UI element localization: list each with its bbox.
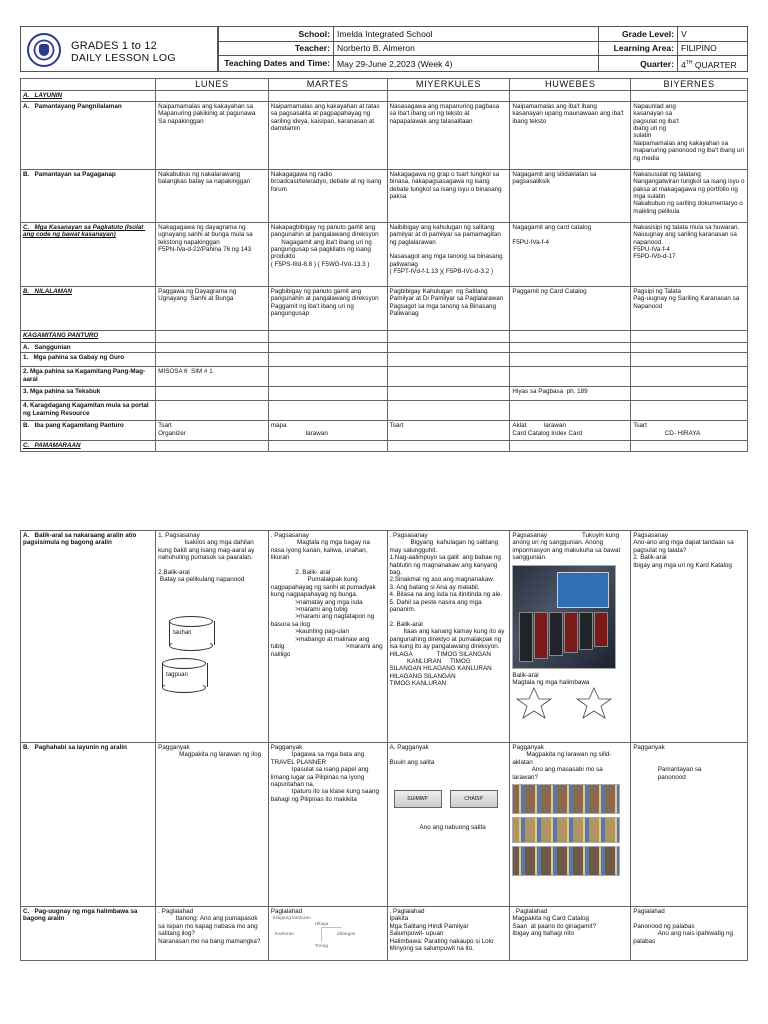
row-cell-biyernes	[631, 330, 748, 342]
day-martes: MARTES	[268, 79, 387, 91]
row-cell-martes	[268, 907, 387, 961]
compass-cross-shape	[321, 927, 342, 942]
row-cell-miyerkules	[387, 353, 510, 367]
cell-text: . Pagsasanay Magtala ng mga bagay na nasa iyong kanan, kaliwa, unahan, likuran 2. Balik- aral Pumalakpak kung nagpapahayag ng sanhi at pumadyak kung nagpapahayag ng bunga. >namatay ang mga isda >marami ang tubig >marami ang nagtatapon ng basura sa ilog >kaunting pag-ulan >mabango at malinaw ang tubig >marami ang naliligo	[270, 532, 383, 658]
row-label: 1. Mga pahina sa Gabay ng Guro	[21, 353, 156, 367]
row-cell-miyerkules	[387, 907, 510, 961]
row-cell-martes	[268, 367, 387, 387]
dates-label: Teaching Dates and Time:	[219, 56, 334, 72]
corner-cell	[21, 79, 156, 91]
row-cell-martes	[268, 401, 387, 421]
cell-text: Nagagamit ang silidaklatan sa pagsasaliksik	[512, 170, 599, 186]
row-cell-huwebes	[510, 101, 631, 169]
row-label: KAGAMITANG PANTURO	[21, 330, 156, 342]
row-cell-biyernes	[631, 441, 748, 451]
area-value: FILIPINO	[678, 41, 748, 56]
deped-seal-icon	[27, 33, 61, 67]
library-shelf-image	[512, 846, 620, 876]
day-huwebes: HUWEBES	[510, 79, 631, 91]
cell-text: Paggawa ng Dayagrama ng Ugnayang Sanhi at Bunga	[158, 287, 238, 303]
row-cell-huwebes	[510, 441, 631, 451]
area-label: Learning Area:	[599, 41, 678, 56]
quarter-value: 4TH QUARTER	[678, 56, 748, 72]
lesson-row	[21, 353, 748, 367]
cell-text: Naibibigay ang kahulugan ng salitang pamilyar at di pamilyar sa pamamagitan ng paglalarawan Nasasagot ang mga tanong sa binasang paliwanag ( F5PT-IVd-f-1.13 )( F5PB-IVc-d-3.2 )	[389, 223, 503, 276]
row-cell-miyerkules	[387, 421, 510, 441]
row-cell-huwebes	[510, 401, 631, 421]
lesson-row	[21, 101, 748, 169]
reference-books-image	[512, 565, 616, 669]
row-label: C. PAMAMARAAN	[21, 441, 156, 451]
cell-text: Nakagagawa ng radio broadcast/teleradyo, debate at ng isang forum	[270, 170, 384, 193]
cell-text: A. Pagganyak Buuin ang salita	[389, 744, 435, 766]
row-cell-miyerkules	[387, 531, 510, 743]
row-cell-miyerkules	[387, 330, 510, 342]
cell-text: Naipamamalas ang kakayahan at tatas sa pagsasalita at pagpapahayag ng sariling ideya, kaisipan, karanasan at damdamin	[270, 102, 382, 133]
cell-text: Naipamamalas ang kakayahan sa Mapanuring pakikinig at pagunawa Sa napakinggan	[158, 102, 256, 125]
lesson-row	[21, 169, 748, 222]
grade-value: V	[678, 27, 748, 42]
row-cell-lunes	[156, 342, 269, 352]
day-header-row	[21, 79, 748, 91]
cell-text: Paglalahad	[270, 908, 303, 915]
organizer-diagram	[158, 603, 266, 703]
lesson-log-header	[20, 26, 748, 72]
lesson-row	[21, 401, 748, 421]
row-cell-biyernes	[631, 907, 748, 961]
cell-text: . Paglalahad Itanong: Ano ang pumapasok sa isipan mo kapag nabasa mo ang salitang ilog? Naranasan mo na bang mamangka?	[158, 908, 261, 945]
row-cell-martes	[268, 743, 387, 907]
row-cell-huwebes	[510, 353, 631, 367]
row-label: C. Mga Kasanayan sa Pagkatuto (Isulat ang code ng bawat kasanayan)	[21, 222, 156, 286]
cell-text: Paggamit ng Card Catalog	[512, 287, 587, 295]
row-cell-miyerkules	[387, 222, 510, 286]
row-cell-lunes	[156, 401, 269, 421]
row-label: A. Pamantayang Pangnilalaman	[21, 101, 156, 169]
cell-text: Nakasisipi ng talata mula sa huwaran. Naiuugnay ang sariling karanasan sa napanood. F5PU-IVa-f-4 F5PD-IVb-d-17	[633, 223, 740, 261]
row-label: A. Balik-aral sa nakaraang aralin at/o pagsisimula ng bagong aralin	[21, 531, 156, 743]
cell-text: mapa larawan	[270, 422, 328, 437]
teacher-label: Teacher:	[219, 41, 334, 56]
row-cell-lunes	[156, 353, 269, 367]
row-label: 3. Mga pahina sa Teksbuk	[21, 387, 156, 401]
library-shelf-image	[512, 784, 620, 814]
compass-label: Hilaga	[314, 922, 329, 928]
cell-text: Napaunlad ang kasanayan sa pagsulat ng iba't ibang uri ng sulatin Naipamamalas ang kakayahan sa mapanuring panonood ng iba't ibang uri ng media	[633, 102, 745, 162]
row-cell-lunes	[156, 91, 269, 101]
row-cell-lunes	[156, 169, 269, 222]
cell-text: MISOSA 6 SIM # 1	[158, 368, 213, 376]
balik-aral-text: Balik-aral Magtala ng mga halimbawa	[512, 671, 590, 687]
dates-value: May 29-June 2,2023 (Week 4)	[334, 56, 599, 72]
cell-text: Pagsasanay Tukuyin kung anong uri ng sanggunian. Anong impormasyon ang makukuha sa bawat sanggunian.	[512, 532, 622, 562]
row-cell-martes	[268, 286, 387, 330]
row-cell-huwebes	[510, 222, 631, 286]
grade-label: Grade Level:	[599, 27, 678, 42]
cell-text: 1. Pagsasanay Isakilos ang mga dahilan kung bakit ang isang mag-aaral ay nahuhuling pumasok sa paaralan. 2.Balik-aral Batay sa pelikulang napanood	[158, 532, 255, 584]
cell-text: Pagsasanay Ano-ano ang mga dapat tandaan sa pagsulat ng talata? 2. Balik-aral Ibigay ang mga uri ng Kard Katalog	[633, 532, 734, 569]
row-cell-huwebes	[510, 169, 631, 222]
row-cell-biyernes	[631, 401, 748, 421]
row-cell-martes	[268, 387, 387, 401]
row-cell-miyerkules	[387, 367, 510, 387]
row-label: C. Pag-uugnay ng mga halimbawa sa bagong aralin	[21, 907, 156, 961]
row-cell-biyernes	[631, 353, 748, 367]
lesson-row	[21, 743, 748, 907]
row-cell-lunes	[156, 531, 269, 743]
scrambled-word-boxes	[390, 788, 508, 810]
cell-text: . Pagsasanay Bigyang kahulagan ng salitang may salungguhit. 1.Nag-aalimpuyo sa galit ang babae ng hablutin ng magnanakaw ang kanyang bag. 2.Sinakmal ng aso ang magnanakaw. 3. Ang batang si Ana ay matabil. 4. Bilasa na ang isda na itinitinda ng ale. 5. Dahil sa peste nasira ang mga pananim. 2. Balik-aral Itaas ang kanang kamay kung ito ay pangunahing direktyo at pumalakpak ng isa kung ito ay pangalawang direksyon. HILAGA TIMOG SILANGAN KANLURAN TIMOG SILANGAN HILAGANG KANLURAN HILAGANG SILANGAN TIMOG KANLURAN	[389, 532, 505, 688]
cell-text: Pagganyak Magpakita ng larawan ng ilog	[158, 744, 262, 759]
cell-text: Tsart CD- HIRAYA	[633, 422, 701, 437]
row-cell-biyernes	[631, 342, 748, 352]
day-biyernes: BIYERNES	[631, 79, 748, 91]
compass-diagram	[271, 915, 385, 955]
book-spine-shape	[549, 612, 563, 656]
compass-label: hilagang kanluran	[272, 916, 311, 922]
cell-text: Nagagamit ang card catalog F5PU-IVa-f-4	[512, 223, 592, 246]
row-cell-huwebes	[510, 367, 631, 387]
row-cell-martes	[268, 222, 387, 286]
cell-text: Nakapagbibigay ng panuto gamit ang pangunahin at pangalawang direksyon Nagagamit ang iba't ibang uri ng pangungusap sa pagkilatis ng isang produkto ( F5PS-IIId-8.8 ) ( F5WG-IVd-13.3 )	[270, 223, 379, 268]
compass-label: Kanluran	[274, 932, 294, 938]
book-spine-shape	[594, 612, 608, 647]
row-cell-huwebes	[510, 91, 631, 101]
row-cell-miyerkules	[387, 743, 510, 907]
lesson-row	[21, 441, 748, 451]
cell-text: Nakasusulat ng talatang Nangangatwiran tungkol sa isang isyu o paksa at makagagawa ng portfolio ng mga sulatin Nakabubuo ng sariling dokumentaryo o maikling pelikula	[633, 170, 745, 215]
day-lunes: LUNES	[156, 79, 269, 91]
cell-text: Nakagagawa ng dayagrama ng ugnayang sanhi at bunga mula sa tekstong napakinggan F5PN-IVa-d-22/Pahina 76 ng 143	[158, 223, 253, 254]
cell-text: . Paglalahad Ipakita Mga Salitang Hindi Pamilyar Salumpuwit- upuan Halimbawa: Parating nakaupo si Lolo Minyong sa salumpuwit na ito.	[389, 908, 494, 953]
cell-text: . Paglalahad Magpakita ng Card Catalog Saan at paano ito ginagamit? Ibigay ang bahagi nito	[512, 908, 597, 938]
daily-lesson-log-title: DAILY LESSON LOG	[71, 52, 176, 64]
row-cell-lunes	[156, 387, 269, 401]
book-spine-shape	[579, 612, 593, 650]
scrambled-word-box: SUIMWP	[394, 790, 442, 808]
logo-title-box	[20, 26, 218, 72]
lesson-row	[21, 222, 748, 286]
buuin-question: Ano ang nabuong salita	[419, 824, 486, 832]
row-label: B. Pamantayan sa Pagaganap	[21, 169, 156, 222]
row-label: B. Iba pang Kagamitang Panturo	[21, 421, 156, 441]
row-cell-miyerkules	[387, 441, 510, 451]
row-cell-miyerkules	[387, 101, 510, 169]
row-cell-miyerkules	[387, 401, 510, 421]
row-cell-miyerkules	[387, 91, 510, 101]
day-miyerkules: MIYERKULES	[387, 79, 510, 91]
cylinder-label-tagpuan: tagpuan	[166, 672, 188, 679]
cell-text: Naipamamalas ang iba't ibang kasanayan upang maunawaan ang iba't ibang teksto	[512, 102, 626, 125]
row-cell-biyernes	[631, 387, 748, 401]
lesson-row	[21, 387, 748, 401]
school-label: School:	[219, 27, 334, 42]
cylinder-shape	[162, 658, 206, 692]
row-cell-biyernes	[631, 222, 748, 286]
row-cell-lunes	[156, 743, 269, 907]
row-cell-biyernes	[631, 743, 748, 907]
row-cell-huwebes	[510, 743, 631, 907]
row-cell-lunes	[156, 421, 269, 441]
lesson-row	[21, 286, 748, 330]
cell-text: Pagganyak Magpakita ng larawan ng silid-aklatan Ano ang masasabi mo sa larawan?	[512, 744, 612, 781]
row-cell-huwebes	[510, 342, 631, 352]
row-cell-biyernes	[631, 91, 748, 101]
row-cell-miyerkules	[387, 169, 510, 222]
cell-text: Tsart Organizer	[158, 422, 186, 437]
row-label: B. NILALAMAN	[21, 286, 156, 330]
row-cell-martes	[268, 421, 387, 441]
lesson-table-part-1	[20, 78, 748, 452]
cell-text: Pagsipi ng Talata Pag-uugnay ng Sariling Karanasan sa Napanood	[633, 287, 740, 310]
almanac-cover-shape	[557, 572, 609, 608]
lesson-row	[21, 907, 748, 961]
row-cell-lunes	[156, 330, 269, 342]
row-cell-martes	[268, 353, 387, 367]
row-cell-miyerkules	[387, 387, 510, 401]
cell-text: Pagganyak Pamantayan sa panonood	[633, 744, 702, 781]
row-cell-lunes	[156, 101, 269, 169]
lesson-table-part-2	[20, 530, 748, 961]
cell-text: Pagbibigay ng panuto gamit ang pangunahin at pangalawang direksyon Paggamit ng iba't ibang uri ng pangungusap	[270, 287, 379, 318]
grades-title: GRADES 1 to 12	[71, 40, 157, 52]
cylinder-label-tauhan: tauhan	[173, 630, 192, 637]
row-cell-lunes	[156, 367, 269, 387]
book-spine-shape	[519, 612, 533, 662]
row-label: B. Paghahabi sa layunin ng aralin	[21, 743, 156, 907]
row-cell-biyernes	[631, 421, 748, 441]
row-cell-miyerkules	[387, 342, 510, 352]
row-label: 2. Mga pahina sa Kagamitang Pang-Mag-aaral	[21, 367, 156, 387]
row-cell-lunes	[156, 222, 269, 286]
row-cell-martes	[268, 91, 387, 101]
row-cell-huwebes	[510, 531, 631, 743]
row-cell-huwebes	[510, 421, 631, 441]
book-spine-shape	[534, 612, 548, 659]
cell-text: Pagganyak Ipagawa sa mga bata ang TRAVEL PLANNER Ipasulat sa isang papel ang limang lugar sa Pilipinas na iyong napuntahan na. Ipaturo ito sa klase kung saang bahagi ng Pilipinas ito makikita	[270, 744, 379, 803]
row-cell-lunes	[156, 441, 269, 451]
cell-text: Paglalahad Panonood ng palabas Ano ang nais ipahiwatig ng palabas	[633, 908, 733, 945]
row-cell-biyernes	[631, 367, 748, 387]
row-cell-miyerkules	[387, 286, 510, 330]
scrambled-word-box: CHAISP	[450, 790, 498, 808]
row-cell-martes	[268, 441, 387, 451]
teacher-value: Norberto B. Almeron	[334, 41, 599, 56]
star-outline-icon	[512, 686, 622, 720]
cell-text: Hiyas sa Pagbasa ph. 189	[512, 388, 588, 396]
quarter-label: Quarter:	[599, 56, 678, 72]
row-cell-martes	[268, 342, 387, 352]
lesson-row	[21, 91, 748, 101]
header-info-table	[218, 26, 748, 72]
cell-text: Pagbibigay Kahulugan ng Salitang Pamilyar at Di Pamilyar sa Paglalarawan Pagsagot sa mga tanong sa Binasang Paliwanag	[389, 287, 504, 318]
row-cell-biyernes	[631, 531, 748, 743]
row-cell-lunes	[156, 286, 269, 330]
row-cell-huwebes	[510, 907, 631, 961]
row-cell-biyernes	[631, 169, 748, 222]
lesson-row	[21, 421, 748, 441]
row-label: A. LAYUNIN	[21, 91, 156, 101]
row-cell-lunes	[156, 907, 269, 961]
lesson-row	[21, 342, 748, 352]
lesson-row	[21, 531, 748, 743]
school-value: Imelda Integrated School	[334, 27, 599, 42]
cylinder-shape	[169, 616, 213, 650]
row-cell-biyernes	[631, 286, 748, 330]
compass-label: Silangan	[336, 932, 356, 938]
lesson-row	[21, 330, 748, 342]
row-cell-huwebes	[510, 330, 631, 342]
library-shelf-image	[512, 817, 620, 843]
row-cell-huwebes	[510, 387, 631, 401]
row-label: 4. Karagdagang Kagamitan mula sa portal ng Learning Resource	[21, 401, 156, 421]
cell-text: Nakabubuo ng nakalarawang balangkas batay sa napakinggan	[158, 170, 251, 186]
cell-text: Nakagagawa ng grap o tsart tungkol sa binasa, nakapagsasagawa ng isang debate tungkol sa isang isyu o binasang paksa	[389, 170, 502, 201]
row-cell-biyernes	[631, 101, 748, 169]
book-spine-shape	[564, 612, 578, 653]
cell-text: Tsart	[389, 422, 404, 430]
row-cell-martes	[268, 330, 387, 342]
compass-label: Timog	[314, 944, 328, 950]
cell-text: Nasasagawa ang mapanuring pagbasa sa iba't ibang uri ng teksto at napapalawak ang talasalitaan	[389, 102, 500, 125]
row-cell-huwebes	[510, 286, 631, 330]
cell-text: Aklat larawan Card Catalog Index Card	[512, 422, 583, 437]
row-cell-martes	[268, 169, 387, 222]
row-label: A. Sanggunian	[21, 342, 156, 352]
star-shapes	[512, 686, 628, 722]
lesson-row	[21, 367, 748, 387]
row-cell-martes	[268, 531, 387, 743]
row-cell-martes	[268, 101, 387, 169]
